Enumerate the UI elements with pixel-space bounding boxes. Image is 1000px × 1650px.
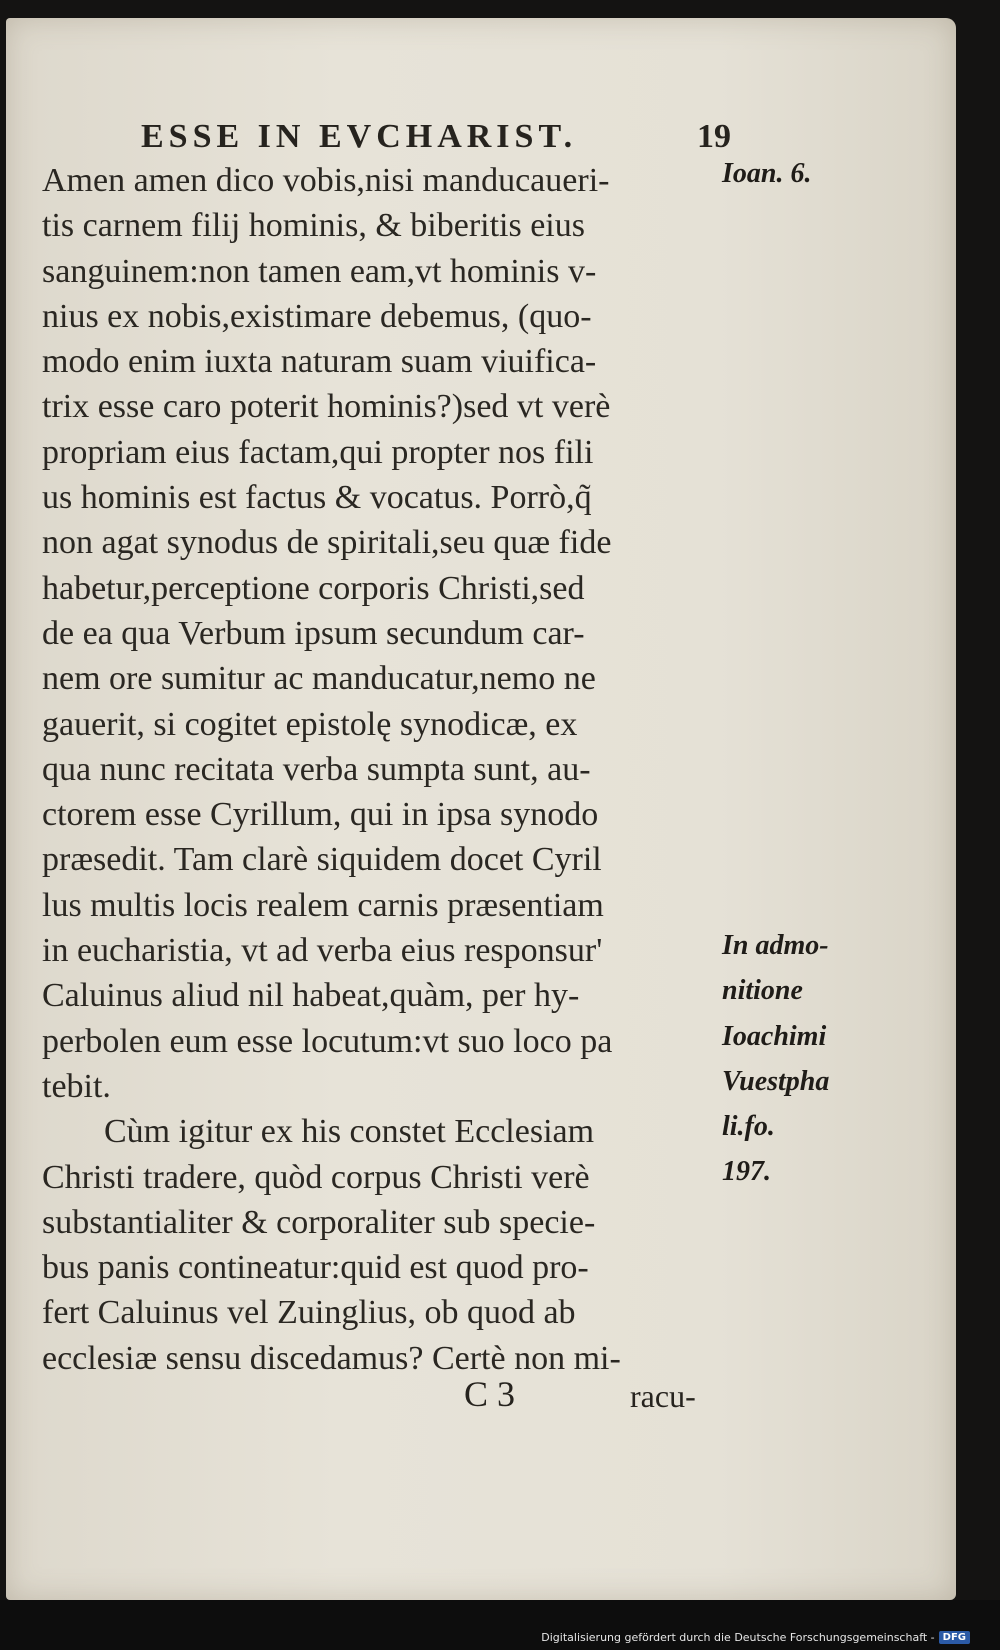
catchword: racu- — [630, 1378, 696, 1414]
text-line: de ea qua Verbum ipsum secundum car- — [42, 614, 585, 652]
marginal-note-john: Ioan. 6. — [722, 158, 812, 189]
text-line: Caluinus aliud nil habeat,quàm, per hy- — [42, 977, 580, 1015]
text-line: Amen amen dico vobis,nisi manducaueri- — [42, 162, 610, 199]
text-line: Christi tradere, quòd corpus Christi verè — [42, 1158, 590, 1196]
text-line: bus panis contineatur:quid est quod pro- — [42, 1249, 589, 1287]
marginal-line: 197. — [722, 1156, 771, 1188]
body-text — [42, 158, 732, 1381]
text-line: ecclesiæ sensu discedamus? Certè non mi- — [42, 1339, 621, 1377]
text-line: us hominis est factus & vocatus. Porrò,q̃ — [42, 479, 592, 517]
marginal-line: li.fo. — [722, 1111, 775, 1143]
text-line: in eucharistia, vt ad verba eius responsur' — [42, 932, 603, 970]
text-line: ctorem esse Cyrillum, qui in ipsa synodo — [42, 796, 599, 834]
marginal-line: Ioachimi — [722, 1020, 827, 1052]
running-head: ESSE IN EVCHARIST. — [141, 118, 578, 155]
page-number: 19 — [697, 118, 731, 155]
text-line: non agat synodus de spiritali,seu quæ fide — [42, 524, 612, 562]
text-line: trix esse caro poterit hominis?)sed vt verè — [42, 388, 611, 426]
credit-text: Digitalisierung gefördert durch die Deutsche Forschungsgemeinschaft - — [541, 1631, 935, 1644]
text-line: gauerit, si cogitet epistolę synodicæ, ex — [42, 705, 578, 743]
page-header — [141, 118, 731, 158]
dfg-logo: DFG — [939, 1631, 970, 1644]
marginal-line: nitione — [722, 975, 803, 1007]
text-line: tis carnem filij hominis, & biberitis eius — [42, 207, 585, 245]
text-line: fert Caluinus vel Zuinglius, ob quod ab — [42, 1294, 576, 1332]
text-line: habetur,perceptione corporis Christi,sed — [42, 569, 585, 607]
book-page — [6, 18, 956, 1600]
text-line: propriam eius factam,qui propter nos fili — [42, 433, 594, 471]
text-line: perbolen eum esse locutum:vt suo loco pa — [42, 1022, 613, 1060]
paragraph-start-line: Cùm igitur ex his constet Ecclesiam — [104, 1113, 595, 1151]
signature-mark: C 3 — [464, 1374, 516, 1414]
marginal-line: Vuestpha — [722, 1065, 830, 1097]
text-line: modo enim iuxta naturam suam viuifica- — [42, 343, 597, 381]
funding-credit — [541, 1631, 970, 1644]
marginal-line: In admo- — [722, 930, 829, 961]
credit-bar — [0, 1600, 1000, 1650]
text-line: lus multis locis realem carnis præsentiam — [42, 886, 604, 924]
text-line: sanguinem:non tamen eam,vt hominis v- — [42, 252, 597, 290]
text-line: præsedit. Tam clarè siquidem docet Cyril — [42, 841, 602, 879]
text-line: nius ex nobis,existimare debemus, (quo- — [42, 297, 592, 335]
text-line: tebit. — [42, 1067, 111, 1105]
text-line: substantialiter & corporaliter sub specie- — [42, 1203, 596, 1241]
text-line: nem ore sumitur ac manducatur,nemo ne — [42, 660, 596, 698]
marginal-note-admonition — [722, 923, 872, 1195]
text-line: qua nunc recitata verba sumpta sunt, au- — [42, 750, 591, 788]
